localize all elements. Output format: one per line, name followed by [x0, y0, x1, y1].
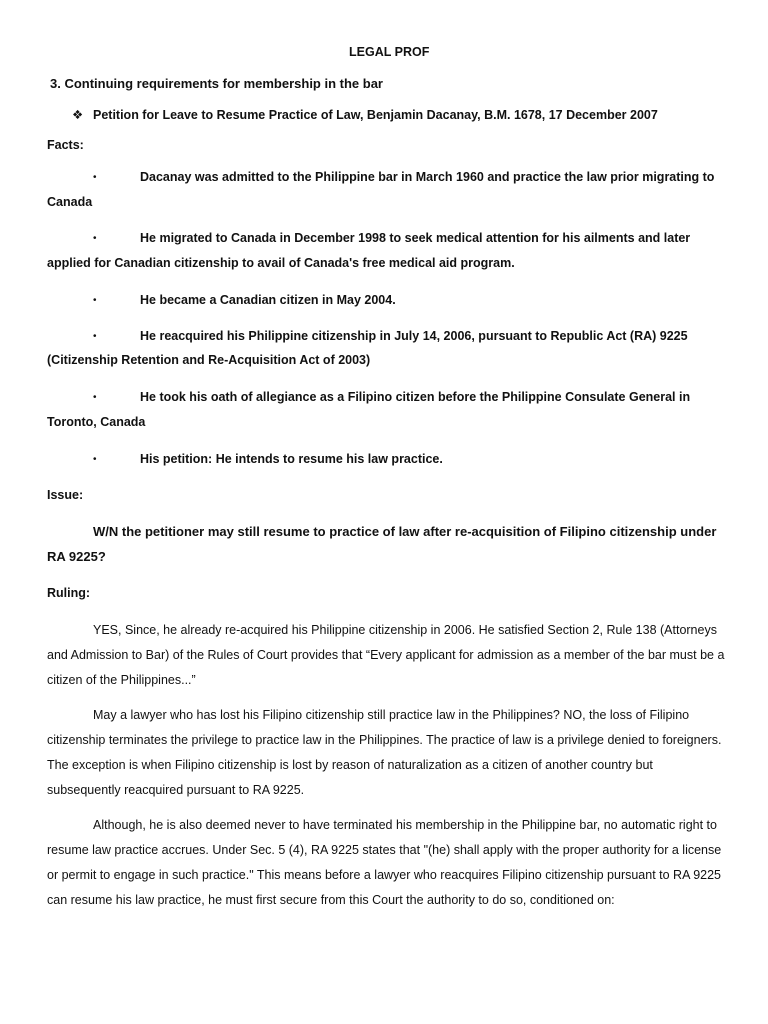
ruling-paragraph: YES, Since, he already re-acquired his Philippine citizenship in 2006. He satisfied Section 2, Rule 138 (Attorneys and Admission to Bar) of the Rules of Court provides that “Every applicant for admission as a member of the bar must be a citizen of the Philippines...” — [47, 623, 725, 687]
issue-label: Issue: — [47, 488, 84, 502]
fact-item-5-line2: Toronto, Canada — [47, 415, 146, 429]
bullet-icon: • — [93, 172, 97, 183]
fact-item-1-line2: Canada — [47, 195, 93, 209]
fact-item-5-line1: He took his oath of allegiance as a Filipino citizen before the Philippine Consulate General in — [140, 390, 691, 404]
fact-item-4-line1: He reacquired his Philippine citizenship in July 14, 2006, pursuant to Republic Act (RA) 9225 — [140, 329, 688, 343]
bullet-icon: • — [93, 233, 97, 244]
fact-item-3: He became a Canadian citizen in May 2004. — [140, 293, 396, 307]
fact-item-1-line1: Dacanay was admitted to the Philippine bar in March 1960 and practice the law prior migrating to — [140, 170, 715, 184]
facts-label: Facts: — [47, 138, 84, 152]
bullet-icon: • — [93, 454, 97, 465]
case-bullet-icon: ❖ — [72, 108, 84, 122]
bullet-icon: • — [93, 331, 97, 342]
bullet-icon: • — [93, 295, 97, 306]
bullet-icon: • — [93, 392, 97, 403]
ruling-label: Ruling: — [47, 586, 91, 600]
issue-text: W/N the petitioner may still resume to practice of law after re-acquisition of Filipino citizenship under RA 9225? — [47, 524, 717, 564]
ruling-paragraph: May a lawyer who has lost his Filipino citizenship still practice law in the Philippines? NO, the loss of Filipino citizenship terminates the privilege to practice law in the Philippines. The practice of law is a privilege denied to foreigners. The exception is when Filipino citizenship is lost by reason of naturalization as a citizen of another country but subsequently reacquired pursuant to RA 9225. — [47, 708, 722, 797]
case-title: Petition for Leave to Resume Practice of Law, Benjamin Dacanay, B.M. 1678, 17 December 2007 — [93, 108, 658, 122]
fact-item-2-line1: He migrated to Canada in December 1998 to seek medical attention for his ailments and later — [140, 231, 691, 245]
fact-item-2-line2: applied for Canadian citizenship to avail of Canada's free medical aid program. — [47, 256, 515, 270]
page-title: LEGAL PROF — [349, 45, 430, 59]
section-heading: 3. Continuing requirements for membership in the bar — [50, 76, 383, 91]
fact-item-6: His petition: He intends to resume his law practice. — [140, 452, 443, 466]
fact-item-4-line2: (Citizenship Retention and Re-Acquisition Act of 2003) — [47, 353, 371, 367]
ruling-paragraph: Although, he is also deemed never to have terminated his membership in the Philippine bar, no automatic right to resume law practice accrues. Under Sec. 5 (4), RA 9225 states that "(he) shall apply with the proper authority for a license or permit to engage in such practice." This means before a lawyer who reacquires Filipino citizenship pursuant to RA 9225 can resume his law practice, he must first secure from this Court the authority to do so, conditioned on: — [47, 818, 722, 907]
